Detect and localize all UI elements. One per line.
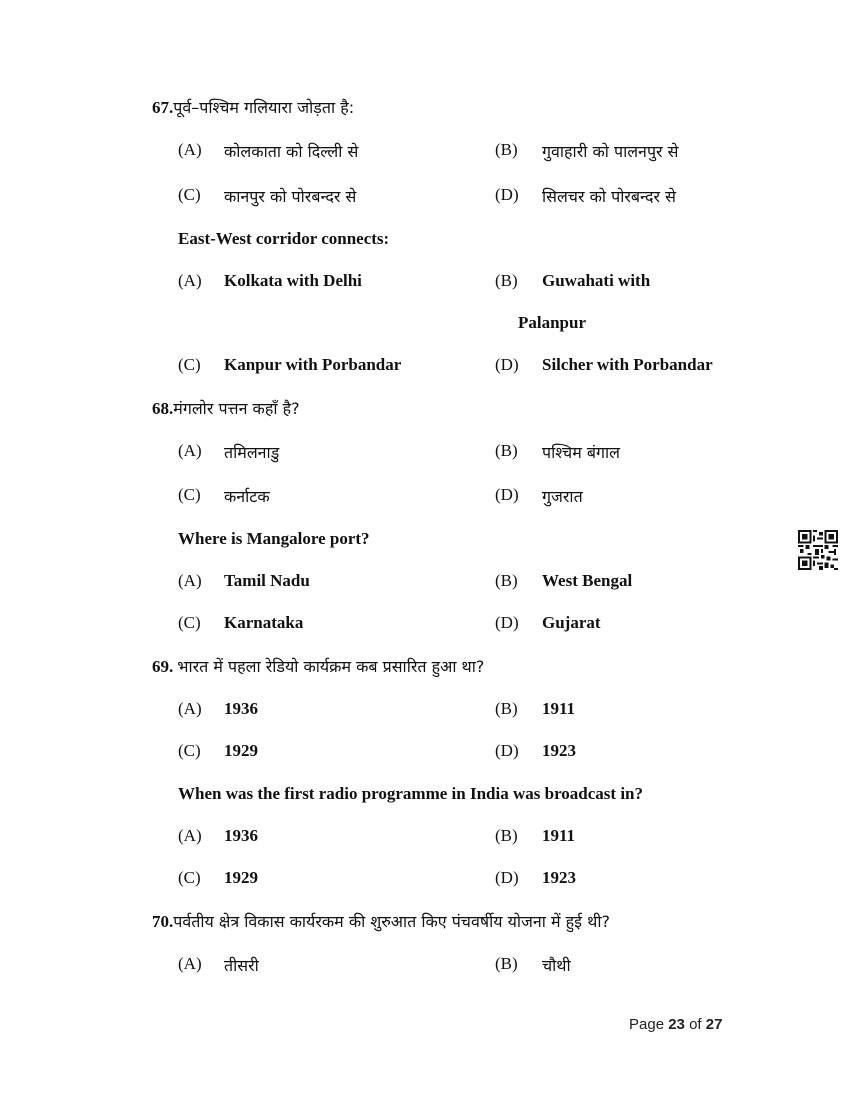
option-text: गुवाहारी को पालनपुर से xyxy=(542,142,679,161)
option-label: (D) xyxy=(495,741,519,760)
option-text: 1929 xyxy=(224,868,258,887)
current-page-number: 23 xyxy=(668,1016,685,1033)
option-label: (A) xyxy=(178,826,202,845)
option-text: 1923 xyxy=(542,741,576,760)
question-69-english: When was the first radio programme in India was broadcast in? xyxy=(178,784,644,803)
option-text: कानपुर को पोरबन्दर से xyxy=(224,187,357,206)
option-text: सिलचर को पोरबन्दर से xyxy=(542,187,676,206)
question-67-hindi xyxy=(152,96,354,118)
option-label: (A) xyxy=(178,140,202,159)
option-text: Karnataka xyxy=(224,613,304,632)
option-label: (D) xyxy=(495,868,519,887)
option-label: (B) xyxy=(495,826,518,845)
option-label: (A) xyxy=(178,571,202,590)
option-text: 1911 xyxy=(542,699,576,718)
option-label: (C) xyxy=(178,185,201,204)
option-text: कर्नाटक xyxy=(224,487,270,506)
option-label: (B) xyxy=(495,571,518,590)
option-text: तमिलनाडु xyxy=(224,443,280,462)
option-text: 1911 xyxy=(542,826,576,845)
option-label: (D) xyxy=(495,485,519,504)
qr-code-icon xyxy=(798,530,838,570)
option-text: Silcher with Porbandar xyxy=(542,355,713,374)
total-pages: 27 xyxy=(705,1016,723,1033)
option-label: (D) xyxy=(495,355,519,374)
option-label: (D) xyxy=(495,185,519,204)
question-text: भारत में पहला रेडियो कार्यक्रम कब प्रसारित हुआ था? xyxy=(177,657,485,676)
option-text: West Bengal xyxy=(542,571,633,590)
page-footer xyxy=(629,1016,722,1033)
question-68-hindi xyxy=(152,397,300,419)
footer-prefix: Page xyxy=(629,1016,665,1033)
option-text: Gujarat xyxy=(542,613,601,632)
option-label: (B) xyxy=(495,140,518,159)
option-text: चौथी xyxy=(542,956,571,975)
option-label: (B) xyxy=(495,699,518,718)
question-number: 69. xyxy=(152,657,174,676)
option-label: (D) xyxy=(495,613,519,632)
option-text: 1936 xyxy=(224,826,258,845)
option-text: Guwahati with xyxy=(542,271,651,290)
option-label: (A) xyxy=(178,441,202,460)
question-67-english: East-West corridor connects: xyxy=(178,229,390,248)
option-label: (A) xyxy=(178,954,202,973)
option-text-continued: Palanpur xyxy=(518,313,587,332)
option-label: (C) xyxy=(178,355,201,374)
option-text: 1929 xyxy=(224,741,258,760)
question-number: 70. xyxy=(152,912,174,931)
option-text: पश्चिम बंगाल xyxy=(542,443,620,462)
option-text: Kanpur with Porbandar xyxy=(224,355,402,374)
question-text: पर्वतीय क्षेत्र विकास कार्यरकम की शुरुआत किए पंचवर्षीय योजना में हुई थी? xyxy=(173,912,610,931)
option-text: गुजरात xyxy=(542,487,583,506)
question-70-hindi xyxy=(152,910,610,932)
option-label: (C) xyxy=(178,868,201,887)
option-text: कोलकाता को दिल्ली से xyxy=(224,142,359,161)
question-69-hindi xyxy=(152,655,484,677)
option-text: Kolkata with Delhi xyxy=(224,271,362,290)
option-label: (C) xyxy=(178,613,201,632)
option-text: 1923 xyxy=(542,868,576,887)
question-text: मंगलोर पत्तन कहाँ है? xyxy=(173,399,300,418)
question-text: पूर्व–पश्चिम गलियारा जोड़ता है: xyxy=(173,98,355,117)
footer-of: of xyxy=(689,1016,702,1033)
option-text: Tamil Nadu xyxy=(224,571,310,590)
option-label: (A) xyxy=(178,271,202,290)
question-number: 68. xyxy=(152,399,174,418)
option-label: (B) xyxy=(495,271,518,290)
question-68-english: Where is Mangalore port? xyxy=(178,529,370,548)
option-label: (C) xyxy=(178,485,201,504)
option-text: 1936 xyxy=(224,699,258,718)
option-text: तीसरी xyxy=(224,956,259,975)
option-label: (B) xyxy=(495,441,518,460)
option-label: (C) xyxy=(178,741,201,760)
option-label: (A) xyxy=(178,699,202,718)
option-label: (B) xyxy=(495,954,518,973)
question-number: 67. xyxy=(152,98,174,117)
